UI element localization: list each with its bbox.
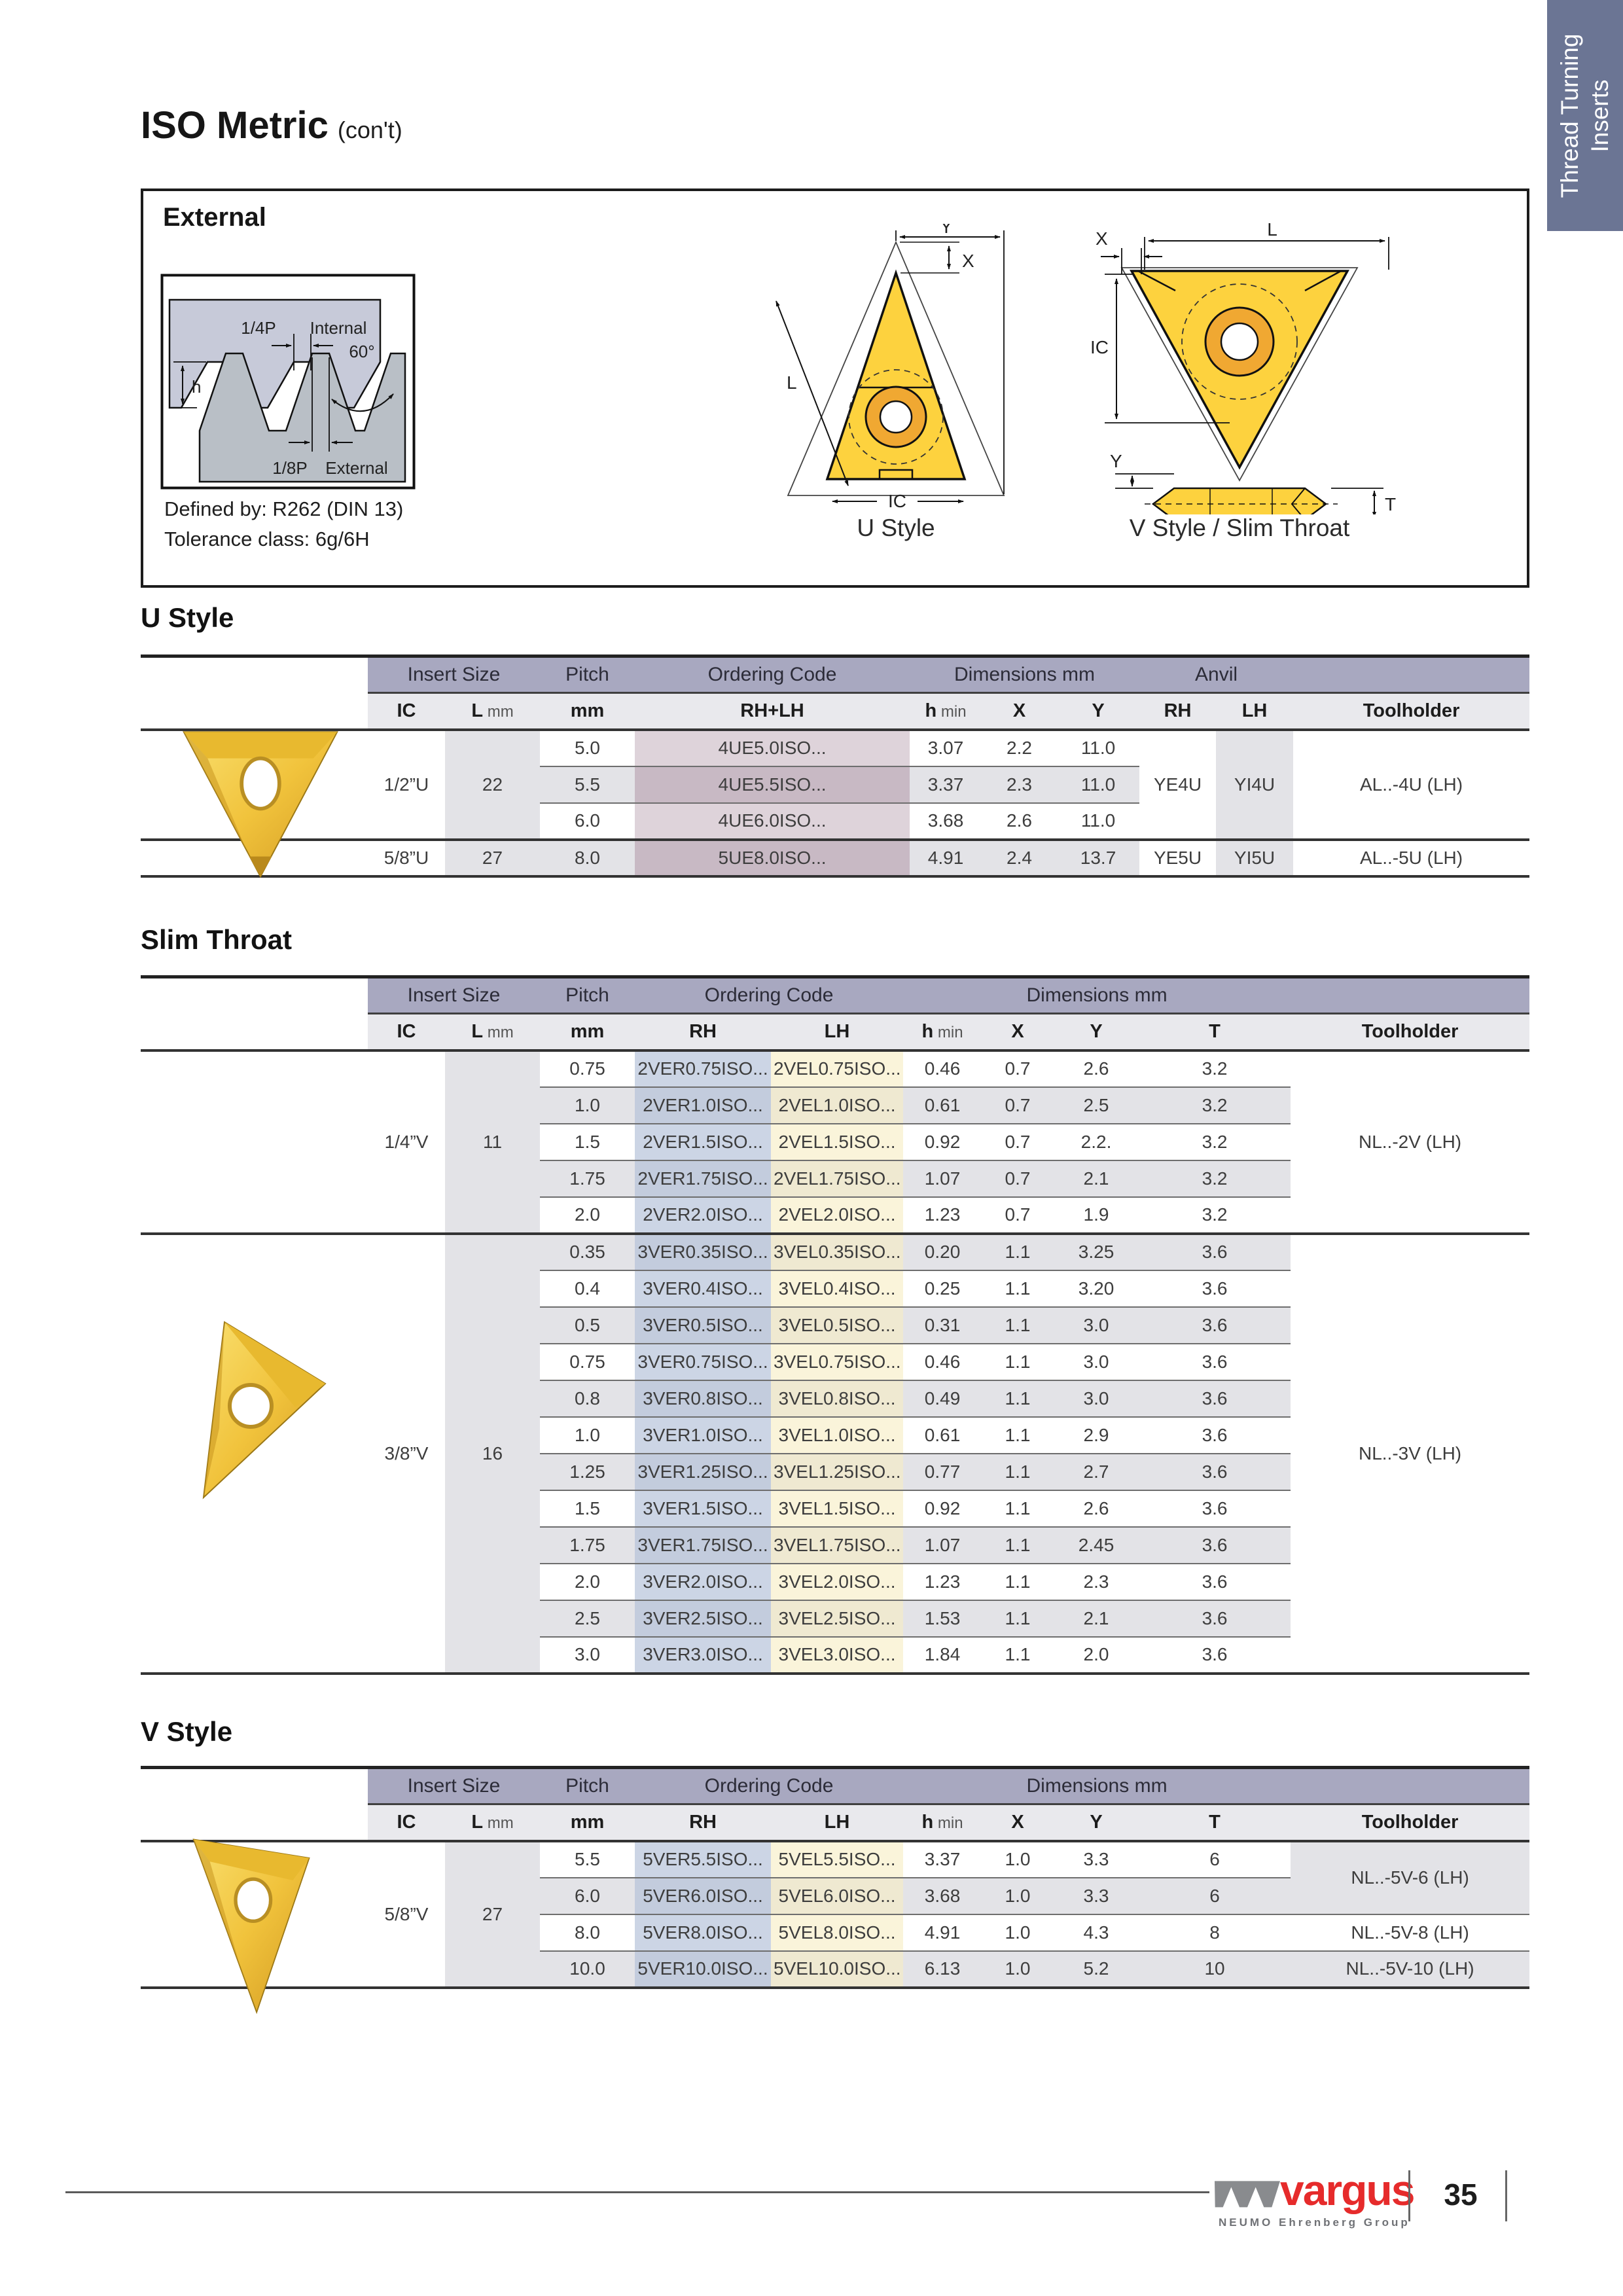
group-header-cell: Dimensions mm [903,977,1291,1014]
external-label: External [163,203,266,232]
column-header-cell: Y [1057,693,1139,730]
cell-h-min: 3.37 [910,766,982,803]
slim-throat-insert-photo [167,1297,337,1510]
side-tab-thread-turning-inserts [1547,0,1623,231]
column-header-cell: h min [903,1014,982,1050]
cell-y: 11.0 [1057,766,1139,803]
cell-pitch: 0.75 [540,1344,635,1380]
side-tab-line1: Thread Turning [1556,33,1583,198]
cell-pitch: 1.25 [540,1454,635,1490]
v-dim-y: Y [1110,451,1122,471]
cell-ordering-code-lh: 3VEL0.35ISO... [771,1234,903,1270]
cell-insert-size-l: 11 [445,1050,540,1234]
cell-h-min: 0.46 [903,1050,982,1087]
cell-y: 3.3 [1054,1841,1139,1878]
group-header-cell: Ordering Code [635,1768,903,1804]
cell-h-min: 1.53 [903,1600,982,1637]
cell-ordering-code-rh: 3VER1.5ISO... [635,1490,771,1527]
cell-ordering-code-lh: 2VEL2.0ISO... [771,1197,903,1234]
label-external: External [325,458,388,478]
cell-pitch: 10.0 [540,1951,635,1988]
cell-pitch: 1.5 [540,1124,635,1160]
column-header-cell: L mm [445,1014,540,1050]
cell-h-min: 0.92 [903,1124,982,1160]
cell-pitch: 2.0 [540,1564,635,1600]
u-style-caption: U Style [857,514,935,541]
column-header-cell: Toolholder [1293,693,1529,730]
cell-h-min: 3.37 [903,1841,982,1878]
cell-ordering-code-lh: 5VEL5.5ISO... [771,1841,903,1878]
cell-anvil-rh: YE4U [1139,730,1216,840]
cell-t: 6 [1139,1841,1291,1878]
cell-ordering-code-lh: 3VEL1.25ISO... [771,1454,903,1490]
cell-h-min: 0.77 [903,1454,982,1490]
cell-x: 2.4 [982,840,1057,876]
column-header-cell: mm [540,693,635,730]
cell-x: 0.7 [982,1160,1054,1197]
spec-table [141,975,1529,1675]
page-title-note: (con't) [337,117,402,143]
column-header-cell: IC [368,1014,445,1050]
cell-insert-size-ic: 3/8”V [368,1234,445,1674]
column-header-cell: Toolholder [1291,1014,1529,1050]
cell-ordering-code-lh: 5VEL8.0ISO... [771,1914,903,1951]
section-title-u-style: U Style [141,602,234,633]
cell-x: 1.1 [982,1380,1054,1417]
cell-h-min: 0.61 [903,1087,982,1124]
group-header-cell: Ordering Code [635,977,903,1014]
page-title-main: ISO Metric [141,104,329,147]
cell-y: 11.0 [1057,803,1139,840]
defined-by-text: Defined by: R262 (DIN 13) [164,497,404,520]
v-style-caption: V Style / Slim Throat [1129,514,1350,541]
cell-insert-size-l: 27 [445,1841,540,1988]
cell-t: 3.6 [1139,1637,1291,1674]
label-h: h [192,377,202,397]
cell-ordering-code-rh: 5VER10.0ISO... [635,1951,771,1988]
cell-h-min: 6.13 [903,1951,982,1988]
cell-ordering-code-rh: 5VER8.0ISO... [635,1914,771,1951]
page-number: 35 [1444,2178,1478,2212]
cell-t: 3.6 [1139,1564,1291,1600]
cell-h-min: 4.91 [910,840,982,876]
cell-pitch: 8.0 [540,840,635,876]
cell-pitch: 1.75 [540,1527,635,1564]
column-header-cell: IC [368,1804,445,1841]
cell-ordering-code-lh: 3VEL1.75ISO... [771,1527,903,1564]
cell-x: 0.7 [982,1124,1054,1160]
cell-ordering-code-lh: 3VEL0.4ISO... [771,1270,903,1307]
u-style-insert-photo [179,720,342,887]
cell-t: 3.6 [1139,1234,1291,1270]
column-header-cell: X [982,1804,1054,1841]
cell-y: 2.3 [1054,1564,1139,1600]
cell-x: 1.1 [982,1270,1054,1307]
group-header-cell: Pitch [540,1768,635,1804]
cell-h-min: 0.20 [903,1234,982,1270]
cell-anvil-rh: YE5U [1139,840,1216,876]
column-header-cell: T [1139,1804,1291,1841]
cell-ordering-code-rh: 3VER1.75ISO... [635,1527,771,1564]
cell-ordering-code-lh: 2VEL1.75ISO... [771,1160,903,1197]
cell-x: 1.1 [982,1564,1054,1600]
cell-y: 2.7 [1054,1454,1139,1490]
cell-anvil-lh: YI4U [1216,730,1293,840]
cell-h-min: 1.23 [903,1197,982,1234]
cell-ordering-code-lh: 3VEL0.8ISO... [771,1380,903,1417]
cell-y: 2.6 [1054,1490,1139,1527]
column-header-cell: X [982,1014,1054,1050]
cell-ordering-code-rh: 3VER0.75ISO... [635,1344,771,1380]
cell-t: 8 [1139,1914,1291,1951]
cell-pitch: 0.5 [540,1307,635,1344]
cell-t: 3.6 [1139,1270,1291,1307]
cell-t: 6 [1139,1878,1291,1914]
column-header-cell: Y [1054,1014,1139,1050]
cell-x: 1.1 [982,1234,1054,1270]
cell-ordering-code-lh: 3VEL0.75ISO... [771,1344,903,1380]
label-eighth-p: 1/8P [272,458,308,478]
cell-x: 1.1 [982,1344,1054,1380]
cell-x: 2.2 [982,730,1057,766]
label-quarter-p: 1/4P [241,318,276,338]
cell-t: 3.2 [1139,1087,1291,1124]
cell-ordering-code-rh: 3VER0.5ISO... [635,1307,771,1344]
table-row [141,840,1529,876]
thread-profile-svg [160,274,416,490]
cell-ordering-code-rh: 2VER1.0ISO... [635,1087,771,1124]
group-header-cell [1293,656,1529,693]
cell-pitch: 5.0 [540,730,635,766]
cell-h-min: 1.84 [903,1637,982,1674]
cell-ordering-code-rh: 3VER2.0ISO... [635,1564,771,1600]
cell-ordering-code-lh: 2VEL1.0ISO... [771,1087,903,1124]
cell-x: 1.0 [982,1841,1054,1878]
cell-h-min: 3.07 [910,730,982,766]
cell-y: 3.3 [1054,1878,1139,1914]
table-row [141,1050,1529,1087]
column-header-cell: mm [540,1014,635,1050]
group-header-row [141,656,1529,693]
v-style-insert-svg [1076,219,1403,514]
cell-pitch: 0.35 [540,1234,635,1270]
cell-h-min: 1.07 [903,1527,982,1564]
cell-t: 3.2 [1139,1160,1291,1197]
cell-x: 1.0 [982,1878,1054,1914]
cell-ordering-code: 5UE8.0ISO... [635,840,910,876]
cell-ordering-code-rh: 3VER0.35ISO... [635,1234,771,1270]
v-dim-t: T [1385,494,1397,514]
spec-table [141,655,1529,878]
photo-cell [141,1050,368,1234]
cell-y: 3.25 [1054,1234,1139,1270]
column-header-cell: X [982,693,1057,730]
cell-ordering-code-rh: 5VER6.0ISO... [635,1878,771,1914]
external-box [141,188,1529,588]
table-row [141,730,1529,766]
cell-ordering-code: 4UE6.0ISO... [635,803,910,840]
slim-throat-table-area [141,975,1529,1675]
cell-ordering-code-rh: 3VER2.5ISO... [635,1600,771,1637]
cell-t: 3.6 [1139,1527,1291,1564]
cell-pitch: 6.0 [540,1878,635,1914]
cell-ordering-code-lh: 3VEL3.0ISO... [771,1637,903,1674]
cell-h-min: 0.46 [903,1344,982,1380]
u-style-insert-diagram [755,224,1037,515]
column-header-cell: RH [635,1804,771,1841]
group-header-row [141,977,1529,1014]
section-title-v-style: V Style [141,1716,233,1747]
column-header-cell: Y [1054,1804,1139,1841]
cell-ordering-code-rh: 2VER1.75ISO... [635,1160,771,1197]
u-dim-x: X [962,251,974,271]
cell-ordering-code-lh: 5VEL6.0ISO... [771,1878,903,1914]
cell-insert-size-l: 22 [445,730,540,840]
column-header-cell: IC [368,693,445,730]
cell-ordering-code-lh: 3VEL2.5ISO... [771,1600,903,1637]
cell-t: 3.6 [1139,1600,1291,1637]
column-header-cell: LH [1216,693,1293,730]
cell-ordering-code-rh: 2VER1.5ISO... [635,1124,771,1160]
cell-x: 1.1 [982,1637,1054,1674]
section-title-slim-throat: Slim Throat [141,924,293,955]
cell-y: 2.9 [1054,1417,1139,1454]
column-header-cell: Toolholder [1291,1804,1529,1841]
cell-ordering-code-rh: 3VER1.25ISO... [635,1454,771,1490]
cell-t: 3.2 [1139,1197,1291,1234]
cell-t: 3.6 [1139,1380,1291,1417]
cell-x: 2.6 [982,803,1057,840]
cell-y: 3.0 [1054,1307,1139,1344]
group-header-row [141,1768,1529,1804]
v-style-table-area [141,1766,1529,1989]
cell-toolholder: NL..-5V-6 (LH) [1291,1841,1529,1914]
cell-pitch: 1.0 [540,1417,635,1454]
cell-y: 3.0 [1054,1344,1139,1380]
cell-h-min: 4.91 [903,1914,982,1951]
cell-pitch: 3.0 [540,1637,635,1674]
group-header-cell [1291,977,1529,1014]
v-dim-x: X [1096,228,1108,249]
cell-toolholder: AL..-4U (LH) [1293,730,1529,840]
cell-pitch: 5.5 [540,1841,635,1878]
cell-y: 13.7 [1057,840,1139,876]
group-header-cell [1291,1768,1529,1804]
cell-pitch: 2.0 [540,1197,635,1234]
group-header-cell: Dimensions mm [903,1768,1291,1804]
cell-t: 3.6 [1139,1490,1291,1527]
cell-insert-size-ic: 1/2”U [368,730,445,840]
footer-rule [65,2191,1209,2193]
side-tab-line2: Inserts [1586,79,1613,152]
cell-pitch: 1.5 [540,1490,635,1527]
cell-ordering-code: 4UE5.5ISO... [635,766,910,803]
cell-h-min: 3.68 [910,803,982,840]
cell-x: 1.1 [982,1600,1054,1637]
cell-ordering-code-lh: 2VEL1.5ISO... [771,1124,903,1160]
column-header-cell: RH [1139,693,1216,730]
cell-ordering-code-rh: 5VER5.5ISO... [635,1841,771,1878]
cell-x: 1.1 [982,1307,1054,1344]
cell-ordering-code-rh: 3VER1.0ISO... [635,1417,771,1454]
cell-y: 11.0 [1057,730,1139,766]
cell-h-min: 1.23 [903,1564,982,1600]
column-header-cell: h min [903,1804,982,1841]
cell-ordering-code: 4UE5.0ISO... [635,730,910,766]
u-dim-l: L [787,372,797,393]
cell-y: 3.0 [1054,1380,1139,1417]
group-header-cell: Insert Size [368,656,540,693]
u-dim-ic: IC [888,491,906,511]
cell-y: 2.1 [1054,1600,1139,1637]
cell-t: 3.6 [1139,1307,1291,1344]
cell-insert-size-l: 16 [445,1234,540,1674]
cell-h-min: 1.07 [903,1160,982,1197]
column-header-cell: T [1139,1014,1291,1050]
cell-y: 4.3 [1054,1914,1139,1951]
cell-insert-size-l: 27 [445,840,540,876]
cell-ordering-code-rh: 2VER2.0ISO... [635,1197,771,1234]
cell-t: 10 [1139,1951,1291,1988]
column-header-cell: RH+LH [635,693,910,730]
cell-ordering-code-lh: 3VEL1.5ISO... [771,1490,903,1527]
cell-h-min: 0.49 [903,1380,982,1417]
group-header-cell: Ordering Code [635,656,910,693]
cell-y: 2.2. [1054,1124,1139,1160]
cell-toolholder: NL..-5V-10 (LH) [1291,1951,1529,1988]
footer-divider-right [1505,2170,1507,2221]
cell-t: 3.6 [1139,1344,1291,1380]
spec-table [141,1766,1529,1989]
cell-toolholder: AL..-5U (LH) [1293,840,1529,876]
cell-ordering-code-lh: 2VEL0.75ISO... [771,1050,903,1087]
cell-y: 2.0 [1054,1637,1139,1674]
cell-pitch: 0.4 [540,1270,635,1307]
cell-h-min: 0.61 [903,1417,982,1454]
cell-anvil-lh: YI5U [1216,840,1293,876]
cell-pitch: 0.75 [540,1050,635,1087]
v-style-insert-photo [170,1825,334,2024]
cell-y: 1.9 [1054,1197,1139,1234]
table-row [141,1234,1529,1270]
u-style-table-area [141,655,1529,878]
page-title [141,103,402,147]
group-header-cell: Insert Size [368,1768,540,1804]
cell-y: 2.5 [1054,1087,1139,1124]
photo-column-spacer [141,656,368,730]
cell-ordering-code-lh: 5VEL10.0ISO... [771,1951,903,1988]
cell-x: 1.1 [982,1527,1054,1564]
cell-insert-size-ic: 1/4”V [368,1050,445,1234]
group-header-cell: Anvil [1139,656,1293,693]
cell-toolholder: NL..-5V-8 (LH) [1291,1914,1529,1951]
cell-y: 2.1 [1054,1160,1139,1197]
group-header-cell: Dimensions mm [910,656,1139,693]
label-internal: Internal [310,318,367,338]
cell-x: 1.1 [982,1454,1054,1490]
u-dim-y: Y [940,224,953,237]
column-header-cell: L mm [445,693,540,730]
cell-t: 3.6 [1139,1417,1291,1454]
column-header-cell: LH [771,1014,903,1050]
cell-pitch: 0.8 [540,1380,635,1417]
cell-ordering-code-rh: 3VER3.0ISO... [635,1637,771,1674]
group-header-cell: Pitch [540,977,635,1014]
photo-column-spacer [141,977,368,1050]
side-tab-text [1547,0,1623,231]
v-dim-ic: IC [1090,337,1109,357]
cell-y: 2.6 [1054,1050,1139,1087]
column-header-cell: LH [771,1804,903,1841]
cell-ordering-code-rh: 3VER0.4ISO... [635,1270,771,1307]
cell-x: 1.1 [982,1490,1054,1527]
cell-insert-size-ic: 5/8”U [368,840,445,876]
table-row [141,1841,1529,1878]
cell-t: 3.6 [1139,1454,1291,1490]
cell-y: 2.45 [1054,1527,1139,1564]
cell-ordering-code-lh: 3VEL1.0ISO... [771,1417,903,1454]
cell-h-min: 0.31 [903,1307,982,1344]
cell-y: 5.2 [1054,1951,1139,1988]
vargus-brand-text: vargus [1280,2166,1414,2214]
cell-x: 1.0 [982,1951,1054,1988]
cell-x: 0.7 [982,1050,1054,1087]
v-dim-l: L [1267,219,1277,240]
column-header-cell: mm [540,1804,635,1841]
cell-h-min: 0.92 [903,1490,982,1527]
cell-insert-size-ic: 5/8”V [368,1841,445,1988]
cell-h-min: 0.25 [903,1270,982,1307]
cell-ordering-code-lh: 3VEL0.5ISO... [771,1307,903,1344]
cell-ordering-code-rh: 3VER0.8ISO... [635,1380,771,1417]
cell-pitch: 6.0 [540,803,635,840]
cell-x: 2.3 [982,766,1057,803]
cell-x: 1.1 [982,1417,1054,1454]
cell-t: 3.2 [1139,1050,1291,1087]
footer-divider-left [1408,2170,1410,2221]
cell-pitch: 5.5 [540,766,635,803]
cell-x: 0.7 [982,1087,1054,1124]
column-header-cell: L mm [445,1804,540,1841]
cell-pitch: 1.0 [540,1087,635,1124]
cell-pitch: 2.5 [540,1600,635,1637]
column-header-cell: h min [910,693,982,730]
cell-t: 3.2 [1139,1124,1291,1160]
cell-h-min: 3.68 [903,1878,982,1914]
cell-ordering-code-rh: 2VER0.75ISO... [635,1050,771,1087]
cell-toolholder: NL..-3V (LH) [1291,1234,1529,1674]
group-header-cell: Pitch [540,656,635,693]
cell-pitch: 1.75 [540,1160,635,1197]
cell-x: 0.7 [982,1197,1054,1234]
tolerance-text: Tolerance class: 6g/6H [164,528,370,550]
cell-x: 1.0 [982,1914,1054,1951]
group-header-cell: Insert Size [368,977,540,1014]
v-style-insert-diagram [1076,219,1403,518]
column-header-cell: RH [635,1014,771,1050]
label-angle: 60° [349,342,375,361]
cell-ordering-code-lh: 3VEL2.0ISO... [771,1564,903,1600]
thread-profile-diagram [160,274,416,493]
cell-y: 3.20 [1054,1270,1139,1307]
cell-toolholder: NL..-2V (LH) [1291,1050,1529,1234]
cell-pitch: 8.0 [540,1914,635,1951]
u-style-insert-svg [755,224,1037,512]
vargus-brand-subtext: NEUMO Ehrenberg Group [1219,2216,1410,2229]
vargus-logo-icon [1215,2174,1280,2218]
